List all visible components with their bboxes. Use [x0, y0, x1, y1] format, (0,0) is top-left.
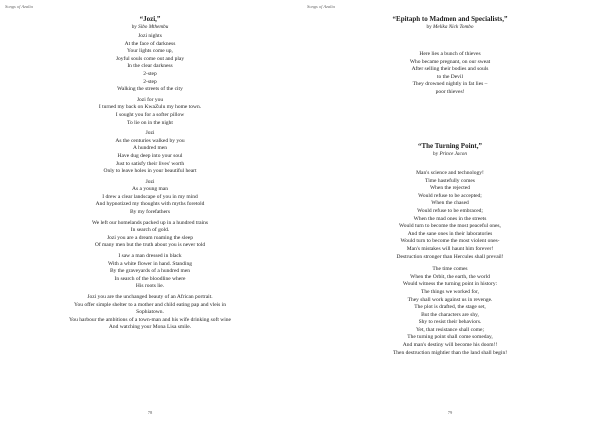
page-number: 78: [147, 410, 153, 415]
stanza: [0, 33, 300, 94]
poem-line: A hundred men: [133, 145, 167, 152]
stanzas: [300, 51, 600, 97]
poem-line: Jozi you are a dream roaming the sleep: [107, 234, 193, 241]
poem-line: When the rejected: [429, 185, 470, 192]
poem-line: By the graveyards of a hundred men: [109, 268, 191, 275]
stanza: [0, 294, 300, 332]
stanza: [300, 51, 600, 97]
poem-line: In search of gold.: [130, 227, 170, 234]
byline-prefix: by: [426, 24, 432, 30]
poem-line: Jozi you are the unchanged beauty of an African portrait.: [87, 294, 213, 300]
poem-line: In the clear darkness: [127, 63, 173, 70]
poem-line: Would turn to become the most violent ones-: [400, 238, 500, 245]
running-head: Songs of Azalia: [5, 4, 33, 9]
poem-line: The things we worked for,: [421, 288, 479, 295]
poem-line: And the sane ones in their laboratories: [407, 230, 493, 237]
poem-line: After selling their bodies and souls: [411, 66, 489, 73]
poem-line: Just to satisfy their lives' worth: [115, 160, 185, 167]
running-head: Songs of Azalia: [307, 4, 335, 9]
poem-line: And man's destiny will become his doom!!: [402, 342, 498, 349]
poem-line: Have dug deep into your soul: [117, 152, 183, 159]
poem-line: By my forefathers: [129, 209, 170, 216]
poem-line: Then destruction mightier than the land shall begin!: [392, 349, 508, 356]
poem-line: And hypnotized my thoughts with myths foretold: [95, 201, 205, 208]
poem-line: But the characters are shy,: [421, 311, 479, 318]
poem-line: They drowned nightly in fat lies –: [412, 81, 488, 88]
poem-line: Would turn to become the most peaceful ones,: [399, 223, 501, 230]
poem-line: Would witness the turning point in history:: [402, 281, 498, 288]
poem-byline: [300, 24, 600, 31]
byline-prefix: by: [433, 151, 439, 157]
poem-line: When the Orbit, the earth, the world: [410, 273, 490, 280]
poem-line: Jozi: [145, 178, 155, 185]
stanza: [0, 130, 300, 176]
poem-line: Destruction stronger than Hercules shall prevail!: [396, 253, 504, 260]
poem-line: Jozi for you: [136, 96, 164, 103]
stanza: [0, 253, 300, 291]
poem-line: Jozi: [145, 130, 155, 137]
stanzas: [0, 33, 300, 332]
poem-line: You harbour the ambitions of a town-man and his wife drinking soft wine: [69, 316, 231, 323]
poem-title: “The Turning Point,”: [418, 142, 482, 150]
poem-line: You offer simple shelter to a mother and child eating pap and vleis in: [74, 301, 226, 308]
byline-prefix: by: [131, 24, 137, 30]
poem-line: With a white flower in hand. Standing: [108, 260, 192, 267]
poem-title: “Jozi,”: [139, 15, 161, 23]
poem-line: Joyful souls come out and play: [115, 55, 185, 62]
poem-line: The plot is drafted, the stage set,: [414, 304, 486, 311]
poem-line: I saw a man dressed in black: [118, 253, 182, 260]
poem-line: Your lights come up,: [127, 48, 173, 55]
stanza: [0, 97, 300, 127]
poem-line: I turned my back on KwaZulu my home town.: [98, 104, 202, 111]
poem-line: Only to leave holes in your beautiful heart: [103, 168, 197, 175]
poem-line: to the Devil: [437, 73, 463, 80]
page-number: 79: [447, 410, 453, 415]
stanza: [300, 266, 600, 357]
right-page: [300, 0, 600, 424]
poem-line: 2-step: [143, 78, 157, 85]
poem-jozi: [0, 15, 300, 332]
poem-line: Sophiatown.: [136, 309, 164, 316]
poem-line: Would refuse to be accepted;: [418, 192, 482, 199]
poem-line: Would refuse to be embraced;: [417, 207, 483, 214]
poem-line: Who became pregnant, on our sweat: [409, 58, 491, 65]
poem-byline: [0, 24, 300, 31]
poem-line: Man's mistakes will haunt him forever!: [406, 245, 494, 252]
poem-line: Jozi nights: [138, 33, 162, 39]
poem-epitaph: [300, 15, 600, 97]
poem-line: Of many men but the truth about you is never told: [94, 242, 206, 249]
poem-line: In search of the bloodline where: [114, 275, 186, 282]
poem-line: They shall work against us in revenge.: [407, 296, 493, 303]
poem-line: When the mad ones in the streets: [413, 215, 487, 222]
poem-author: Prince Jacon: [439, 151, 467, 157]
poem-line: And watching your Mona Lisa smile.: [108, 324, 192, 331]
poem-line: We left our homelands packed up in a hundred trains: [91, 219, 209, 226]
stanza: [0, 179, 300, 217]
poem-turning-point: [300, 142, 600, 357]
poem-line: 2-step: [143, 70, 157, 77]
poem-line: When the chased: [431, 200, 469, 207]
poem-byline: [300, 151, 600, 158]
poem-line: I drew a clear landscape of you in my mind: [102, 193, 198, 200]
stanza: [0, 220, 300, 250]
poem-line: At the face of darkness: [124, 40, 176, 47]
poem-line: Walking the streets of the city: [117, 86, 183, 93]
poem-author: Sibo Mthembu: [138, 24, 169, 30]
poem-line: Here lies a bunch of thieves: [419, 51, 481, 57]
poem-line: poor thieves!: [435, 88, 465, 95]
poem-line: As the centuries walked by you: [115, 137, 185, 144]
poem-line: Time hastefully comes: [425, 177, 475, 184]
stanzas: [300, 170, 600, 357]
poem-line: Man's science and technology!: [416, 170, 484, 176]
stanza: [300, 170, 600, 261]
poem-line: I sought you for a softer pillow: [115, 111, 185, 118]
poem-line: To lie on in the night: [127, 119, 173, 126]
poem-line: The time comes: [432, 266, 468, 273]
poem-line: The turning point shall come someday,: [407, 334, 493, 341]
poem-title: “Epitaph to Madmen and Specialists,”: [392, 15, 508, 23]
poem-line: His roots lie.: [135, 283, 165, 290]
poem-author: Melika Nick Tombo: [433, 24, 474, 30]
poem-line: Yet, that resistance shall come;: [415, 326, 485, 333]
poem-line: Shy to resist their behaviors.: [418, 319, 482, 326]
poem-line: As a young man: [132, 186, 168, 193]
